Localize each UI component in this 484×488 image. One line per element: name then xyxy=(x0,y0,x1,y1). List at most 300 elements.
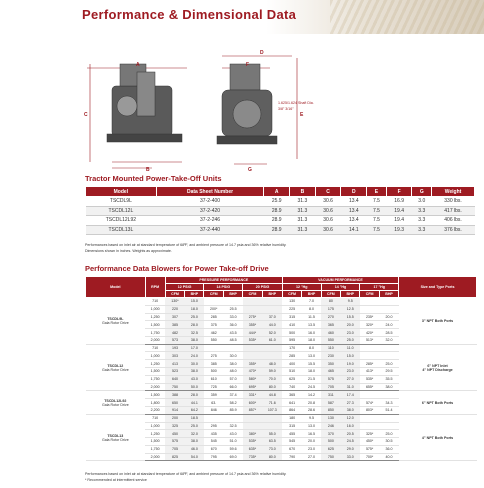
wheat-banner-image xyxy=(330,0,484,34)
table-cell: 365 xyxy=(282,391,302,399)
table-cell: 1,250 xyxy=(145,430,165,438)
ports-cell: 6" NPT Inlet 4" NPT Discharge xyxy=(399,344,477,391)
table-cell: 325 xyxy=(165,422,185,430)
table-cell: 513* xyxy=(360,336,380,344)
table-cell: 38.0 xyxy=(185,368,204,376)
col-c: C xyxy=(315,187,341,197)
table-cell: 575* xyxy=(360,445,380,453)
table-cell: 523 xyxy=(165,368,185,376)
sub-12psig: 12 PSIG xyxy=(165,284,204,291)
table-cell: 625 xyxy=(321,445,341,453)
model-subtitle: Gala Rotor Drive xyxy=(101,320,129,325)
col-data-sheet: Data Sheet Number xyxy=(156,187,264,197)
table-cell xyxy=(262,422,282,430)
col-bhp: BHP xyxy=(185,291,204,298)
table-cell: 7.5 xyxy=(367,197,387,207)
table-cell xyxy=(262,352,282,360)
model-cell xyxy=(86,391,146,414)
table-cell: 14.2 xyxy=(302,391,321,399)
table-cell: 500 xyxy=(282,329,302,337)
table-cell: 43.5 xyxy=(224,329,243,337)
table-cell: 285* xyxy=(360,360,380,368)
table-cell: 36.0 xyxy=(224,321,243,329)
table-cell: 71.6 xyxy=(262,399,282,407)
notes-2-line-2: * Recommended at intermittent service xyxy=(85,478,147,482)
table-cell: 1,000 xyxy=(145,352,165,360)
table-cell: 20.0 xyxy=(341,321,360,329)
table-cell xyxy=(243,298,263,306)
table-cell: 24.0 xyxy=(185,352,204,360)
sub-12hg: 12 "Hg xyxy=(282,284,321,291)
table-cell: 410 xyxy=(282,321,302,329)
table-cell: 23.0 xyxy=(341,368,360,376)
ports-cell: 4" NPT Both Ports xyxy=(399,414,477,461)
col-rpm: RPM xyxy=(145,277,165,298)
table-cell xyxy=(379,352,398,360)
table-cell: 246 xyxy=(321,422,341,430)
dim-label-e: E xyxy=(300,112,304,118)
table-cell: 470* xyxy=(243,368,263,376)
table-cell: 13.5 xyxy=(302,321,321,329)
table-cell: 750 xyxy=(321,453,341,461)
table-cell: 15.5 xyxy=(302,360,321,368)
table-cell: 193 xyxy=(165,344,185,352)
col-e: E xyxy=(367,187,387,197)
table-cell: 740 xyxy=(282,383,302,391)
col-ports: Size and Type Ports xyxy=(399,277,477,298)
section-title-performance: Performance Data Blowers for Power Take-off Drive xyxy=(85,264,269,273)
table-cell: 17.0 xyxy=(185,344,204,352)
table-cell: 331* xyxy=(243,391,263,399)
table-cell: 413* xyxy=(360,368,380,376)
table-cell: 7.5 xyxy=(367,216,387,226)
table-cell: 482 xyxy=(165,329,185,337)
table-cell: 18.0 xyxy=(185,305,204,313)
table-cell: 31.3 xyxy=(290,216,316,226)
table-cell: 28.9 xyxy=(264,216,290,226)
col-weight: Weight xyxy=(432,187,475,197)
table-cell: 51.0 xyxy=(224,438,243,446)
dim-label-c: C xyxy=(84,112,88,118)
table-cell: 29.0 xyxy=(341,445,360,453)
table-cell: 69.0 xyxy=(224,453,243,461)
table-cell: 15.5 xyxy=(341,313,360,321)
table-cell: 38.0 xyxy=(224,360,243,368)
table-cell: 1,750 xyxy=(145,329,165,337)
table-cell: 295 xyxy=(204,422,224,430)
table-cell: 110 xyxy=(321,344,341,352)
table-cell: 235* xyxy=(360,313,380,321)
table-cell: 825 xyxy=(165,453,185,461)
table-cell: 28.9 xyxy=(264,225,290,235)
table-cell: 33.0 xyxy=(341,453,360,461)
table-cell xyxy=(243,422,263,430)
table-cell: 670 xyxy=(204,445,224,453)
table-cell: 25.5 xyxy=(224,305,243,313)
col-b: B xyxy=(290,187,316,197)
col-g: G xyxy=(412,187,432,197)
table-cell: TSCDL9L xyxy=(86,197,157,207)
table-cell: 350 xyxy=(321,360,341,368)
table-cell: 3.3 xyxy=(412,206,432,216)
table-cell: 73.0 xyxy=(262,445,282,453)
table-cell: 21.5 xyxy=(302,375,321,383)
model-subtitle: Gala Rotor Drive xyxy=(101,402,129,407)
table-cell: 200 xyxy=(165,414,185,422)
table-cell: 107.3 xyxy=(262,406,282,414)
table-cell: 2,200 xyxy=(145,406,165,414)
sub-17hg: 17 "Hg xyxy=(360,284,399,291)
table-cell: 23.0 xyxy=(302,445,321,453)
table-cell: 705 xyxy=(165,445,185,453)
col-cfm: CFM xyxy=(204,291,224,298)
section-title-pto: Tractor Mounted Power-Take-Off Units xyxy=(85,174,222,183)
table-cell: 580* xyxy=(243,375,263,383)
table-cell xyxy=(379,305,398,313)
sub-14hg: 14 "Hg xyxy=(321,284,360,291)
table-cell: 275 xyxy=(204,352,224,360)
table-cell: 1,500 xyxy=(145,321,165,329)
table-cell: 1,500 xyxy=(145,391,165,399)
dim-label-d: D xyxy=(260,50,264,56)
table-row xyxy=(86,414,477,422)
model-cell xyxy=(86,414,146,461)
table-cell: 33.0 xyxy=(224,313,243,321)
table-cell: 38.0 xyxy=(379,383,398,391)
table-cell: 80 xyxy=(321,298,341,306)
table-cell: 303 xyxy=(165,352,185,360)
table-cell: 24.0 xyxy=(379,321,398,329)
table-cell: 25.0 xyxy=(185,422,204,430)
model-name: TSCDL12L92 xyxy=(104,398,127,403)
table-cell: 25.0 xyxy=(379,430,398,438)
table-cell: 16.0 xyxy=(341,422,360,430)
table-cell: 465 xyxy=(321,368,341,376)
table-cell: 610 xyxy=(204,375,224,383)
table-cell xyxy=(379,391,398,399)
table-cell xyxy=(224,344,243,352)
table-cell: 37-2-246 xyxy=(156,216,264,226)
table-cell: 450* xyxy=(360,438,380,446)
table-cell: 1,750 xyxy=(145,445,165,453)
table-cell: 575 xyxy=(321,375,341,383)
table-cell: 857* xyxy=(243,406,263,414)
dimension-table-body xyxy=(86,197,475,235)
dim-label-b: B xyxy=(146,167,150,172)
table-cell: 600* xyxy=(243,399,263,407)
table-cell: 444* xyxy=(243,329,263,337)
ports-cell: 3" NPT Both Ports xyxy=(399,298,477,345)
table-cell: 25.0 xyxy=(185,313,204,321)
table-cell: 307 xyxy=(165,313,185,321)
table-cell: 20.0 xyxy=(302,438,321,446)
table-cell: 12.0 xyxy=(341,414,360,422)
table-cell xyxy=(360,414,380,422)
table-cell: 795 xyxy=(204,453,224,461)
table-cell: 16.5 xyxy=(302,430,321,438)
table-cell: TSCDL12L92 xyxy=(86,216,157,226)
table-cell: 30.5 xyxy=(379,438,398,446)
table-cell: 19.4 xyxy=(386,216,412,226)
table-row xyxy=(86,225,475,235)
table-cell: 30.0 xyxy=(224,352,243,360)
table-cell xyxy=(262,305,282,313)
table-cell: 14.1 xyxy=(341,225,367,235)
table-cell: 3.3 xyxy=(412,225,432,235)
table-cell: 7.5 xyxy=(367,206,387,216)
table-cell: 650 xyxy=(165,399,185,407)
table-cell: 16.0 xyxy=(302,329,321,337)
table-cell: 44.1 xyxy=(185,399,204,407)
table-cell: 44.0 xyxy=(262,321,282,329)
table-cell: 225 xyxy=(282,305,302,313)
table-cell: 641 xyxy=(282,399,302,407)
table-cell: 380* xyxy=(243,430,263,438)
table-cell: 573 xyxy=(165,336,185,344)
table-cell: 1,800 xyxy=(145,399,165,407)
table-cell: 31.3 xyxy=(290,206,316,216)
model-name: TSCDL12 xyxy=(107,363,124,368)
shaft-note-2: 3/8" 3/16" xyxy=(278,107,294,111)
ports-cell: 6" NPT Both Ports xyxy=(399,391,477,414)
table-cell: 2,000 xyxy=(145,336,165,344)
table-cell: 635* xyxy=(243,445,263,453)
table-cell: 864 xyxy=(282,406,302,414)
table-cell: 28.0 xyxy=(185,321,204,329)
table-cell: 315 xyxy=(282,313,302,321)
table-cell: 18.5 xyxy=(185,414,204,422)
table-cell: 850 xyxy=(321,406,341,414)
table-cell: 311 xyxy=(321,391,341,399)
table-cell: 417 lbs. xyxy=(432,206,475,216)
table-cell: 63.5 xyxy=(262,438,282,446)
notes-1-line-1: Performances based on inlet air at standard temperature of 68ºF, and ambient pressure of 14.7 psia and 36% relative humidity. xyxy=(85,243,287,247)
table-cell: 30.6 xyxy=(315,206,341,216)
table-cell: 50.0 xyxy=(185,383,204,391)
table-cell: 130 xyxy=(282,298,302,306)
sub-14psig: 14 PSIG xyxy=(204,284,243,291)
dimension-diagram xyxy=(82,44,484,172)
table-cell xyxy=(262,344,282,352)
table-cell: 9.5 xyxy=(341,298,360,306)
table-cell: 25.0 xyxy=(341,336,360,344)
table-cell: 359 xyxy=(204,391,224,399)
table-cell xyxy=(224,414,243,422)
table-cell: 587 xyxy=(321,399,341,407)
table-cell: 735* xyxy=(243,453,263,461)
table-cell: 36.0 xyxy=(379,445,398,453)
table-cell: 11.0 xyxy=(341,344,360,352)
col-bhp: BHP xyxy=(302,291,321,298)
table-cell: 43.0 xyxy=(224,430,243,438)
dim-label-g: G xyxy=(248,167,252,172)
table-cell: 38.0 xyxy=(185,336,204,344)
dimension-table xyxy=(85,186,475,235)
table-cell: 32.0 xyxy=(185,430,204,438)
model-name: TSCDL9L xyxy=(107,316,124,321)
table-cell: 80.0 xyxy=(262,383,282,391)
table-cell: 370 xyxy=(321,430,341,438)
col-bhp: BHP xyxy=(341,291,360,298)
table-cell xyxy=(360,422,380,430)
table-cell: 385 xyxy=(204,360,224,368)
table-cell: 500 xyxy=(204,368,224,376)
col-cfm: CFM xyxy=(360,291,380,298)
page-header xyxy=(0,0,484,34)
table-cell xyxy=(360,391,380,399)
table-cell: 130* xyxy=(165,298,185,306)
table-cell: 16.9 xyxy=(386,197,412,207)
group-vacuum: VACUUM PERFORMANCE xyxy=(282,277,398,284)
table-cell: 375 xyxy=(204,321,224,329)
table-cell: 1,250 xyxy=(145,360,165,368)
table-cell: 37-2-440 xyxy=(156,225,264,235)
table-cell: 37-2-420 xyxy=(156,206,264,216)
col-bhp: BHP xyxy=(379,291,398,298)
table-cell: 24.5 xyxy=(341,438,360,446)
table-cell: 1,000 xyxy=(145,305,165,313)
table-cell: 28.0 xyxy=(185,391,204,399)
table-cell: 710 xyxy=(145,344,165,352)
table-cell: 7.5 xyxy=(367,225,387,235)
col-model: Model xyxy=(86,277,146,298)
table-cell: 220 xyxy=(165,305,185,313)
table-cell: 315 xyxy=(282,422,302,430)
table-cell: 30.6 xyxy=(315,216,341,226)
table-cell: 61.0 xyxy=(262,336,282,344)
table-cell xyxy=(379,414,398,422)
table-cell: 30.6 xyxy=(315,225,341,235)
table-cell: 710 xyxy=(145,298,165,306)
table-cell xyxy=(360,305,380,313)
col-d: D xyxy=(341,187,367,197)
col-bhp: BHP xyxy=(262,291,282,298)
table-cell: 24.5 xyxy=(302,383,321,391)
table-cell: 325* xyxy=(360,430,380,438)
table-cell: 52.0 xyxy=(262,329,282,337)
table-cell: 640 xyxy=(165,375,185,383)
table-cell: 48.0 xyxy=(262,360,282,368)
table-cell xyxy=(379,422,398,430)
table-cell: 550 xyxy=(321,336,341,344)
table-cell: 595 xyxy=(282,336,302,344)
table-cell xyxy=(379,298,398,306)
table-cell: 365 xyxy=(321,321,341,329)
table-cell: 355* xyxy=(243,360,263,368)
table-cell: 27.3 xyxy=(341,399,360,407)
table-cell: 355* xyxy=(243,321,263,329)
dim-label-a: A xyxy=(136,62,140,68)
table-cell: 330 lbs. xyxy=(432,197,475,207)
table-cell: 625 xyxy=(282,375,302,383)
notes-1-line-2: Dimensions shown in inches. Weights as approximate. xyxy=(85,249,172,253)
table-cell: 846 xyxy=(204,406,224,414)
table-cell: 28.6 xyxy=(302,406,321,414)
table-cell: 725 xyxy=(204,383,224,391)
table-cell: 450 xyxy=(165,430,185,438)
table-cell: 38.0 xyxy=(341,406,360,414)
table-cell: 462 xyxy=(204,329,224,337)
table-cell: 790 xyxy=(282,453,302,461)
table-cell: 285 xyxy=(204,313,224,321)
notes-2-line-1: Performances based on inlet air at standard temperature of 68ºF, and ambient pressure of 14.7 psia and 36% relative humidity. xyxy=(85,472,287,476)
table-cell xyxy=(204,298,224,306)
table-cell: 37.0 xyxy=(262,313,282,321)
table-cell: 51.4 xyxy=(379,406,398,414)
table-cell: 80.0 xyxy=(262,453,282,461)
table-cell: 59.0 xyxy=(262,368,282,376)
table-cell: 30.0 xyxy=(185,360,204,368)
table-cell: 750 xyxy=(165,383,185,391)
table-cell: 200* xyxy=(204,305,224,313)
table-cell: 43.0 xyxy=(185,375,204,383)
col-f: F xyxy=(386,187,412,197)
table-cell: 48.5 xyxy=(224,336,243,344)
table-cell xyxy=(243,414,263,422)
table-cell: 385 xyxy=(165,321,185,329)
table-cell: 13.4 xyxy=(341,197,367,207)
shaft-note-1: 1.625/1.624 Shaft Dia. xyxy=(278,101,314,105)
table-cell: 275* xyxy=(243,313,263,321)
table-cell: 400 xyxy=(282,360,302,368)
table-cell: 28.5 xyxy=(379,329,398,337)
table-row xyxy=(86,391,477,399)
col-cfm: CFM xyxy=(243,291,263,298)
table-cell: 575 xyxy=(165,438,185,446)
model-name: TSCDL13 xyxy=(107,433,124,438)
table-cell: 59.6 xyxy=(224,445,243,453)
table-cell: 914 xyxy=(165,406,185,414)
model-cell xyxy=(86,298,146,345)
sub-20psig: 20 PSIG xyxy=(243,284,283,291)
table-cell: 44.8 xyxy=(262,391,282,399)
table-row xyxy=(86,216,475,226)
table-cell: 700* xyxy=(360,453,380,461)
col-model: Model xyxy=(86,187,157,197)
col-cfm: CFM xyxy=(321,291,341,298)
table-cell: 535* xyxy=(243,438,263,446)
table-cell: 20.8 xyxy=(302,399,321,407)
table-cell: 63. xyxy=(204,399,224,407)
table-cell: 55.0 xyxy=(262,430,282,438)
table-cell: 1,000 xyxy=(145,422,165,430)
table-cell xyxy=(204,414,224,422)
table-cell: 420* xyxy=(360,329,380,337)
table-cell: 655* xyxy=(360,383,380,391)
table-cell: 31.3 xyxy=(290,225,316,235)
table-cell: 710 xyxy=(145,414,165,422)
table-cell: 705 xyxy=(321,383,341,391)
table-cell: 13.0 xyxy=(302,422,321,430)
table-cell xyxy=(243,305,263,313)
table-cell: 13.0 xyxy=(302,352,321,360)
table-cell: 320* xyxy=(360,321,380,329)
table-row xyxy=(86,197,475,207)
table-cell xyxy=(379,344,398,352)
model-subtitle: Gala Rotor Drive xyxy=(101,437,129,442)
table-cell: 37.4 xyxy=(224,391,243,399)
table-cell: 19.0 xyxy=(341,360,360,368)
table-row xyxy=(86,298,477,306)
table-cell: 18.0 xyxy=(302,336,321,344)
table-cell: 3.0 xyxy=(412,197,432,207)
table-cell: 803* xyxy=(360,406,380,414)
table-cell: 32.0 xyxy=(379,336,398,344)
table-cell: 1,250 xyxy=(145,313,165,321)
table-cell: 46.0 xyxy=(185,445,204,453)
table-cell xyxy=(262,414,282,422)
table-cell: 20.5 xyxy=(341,430,360,438)
